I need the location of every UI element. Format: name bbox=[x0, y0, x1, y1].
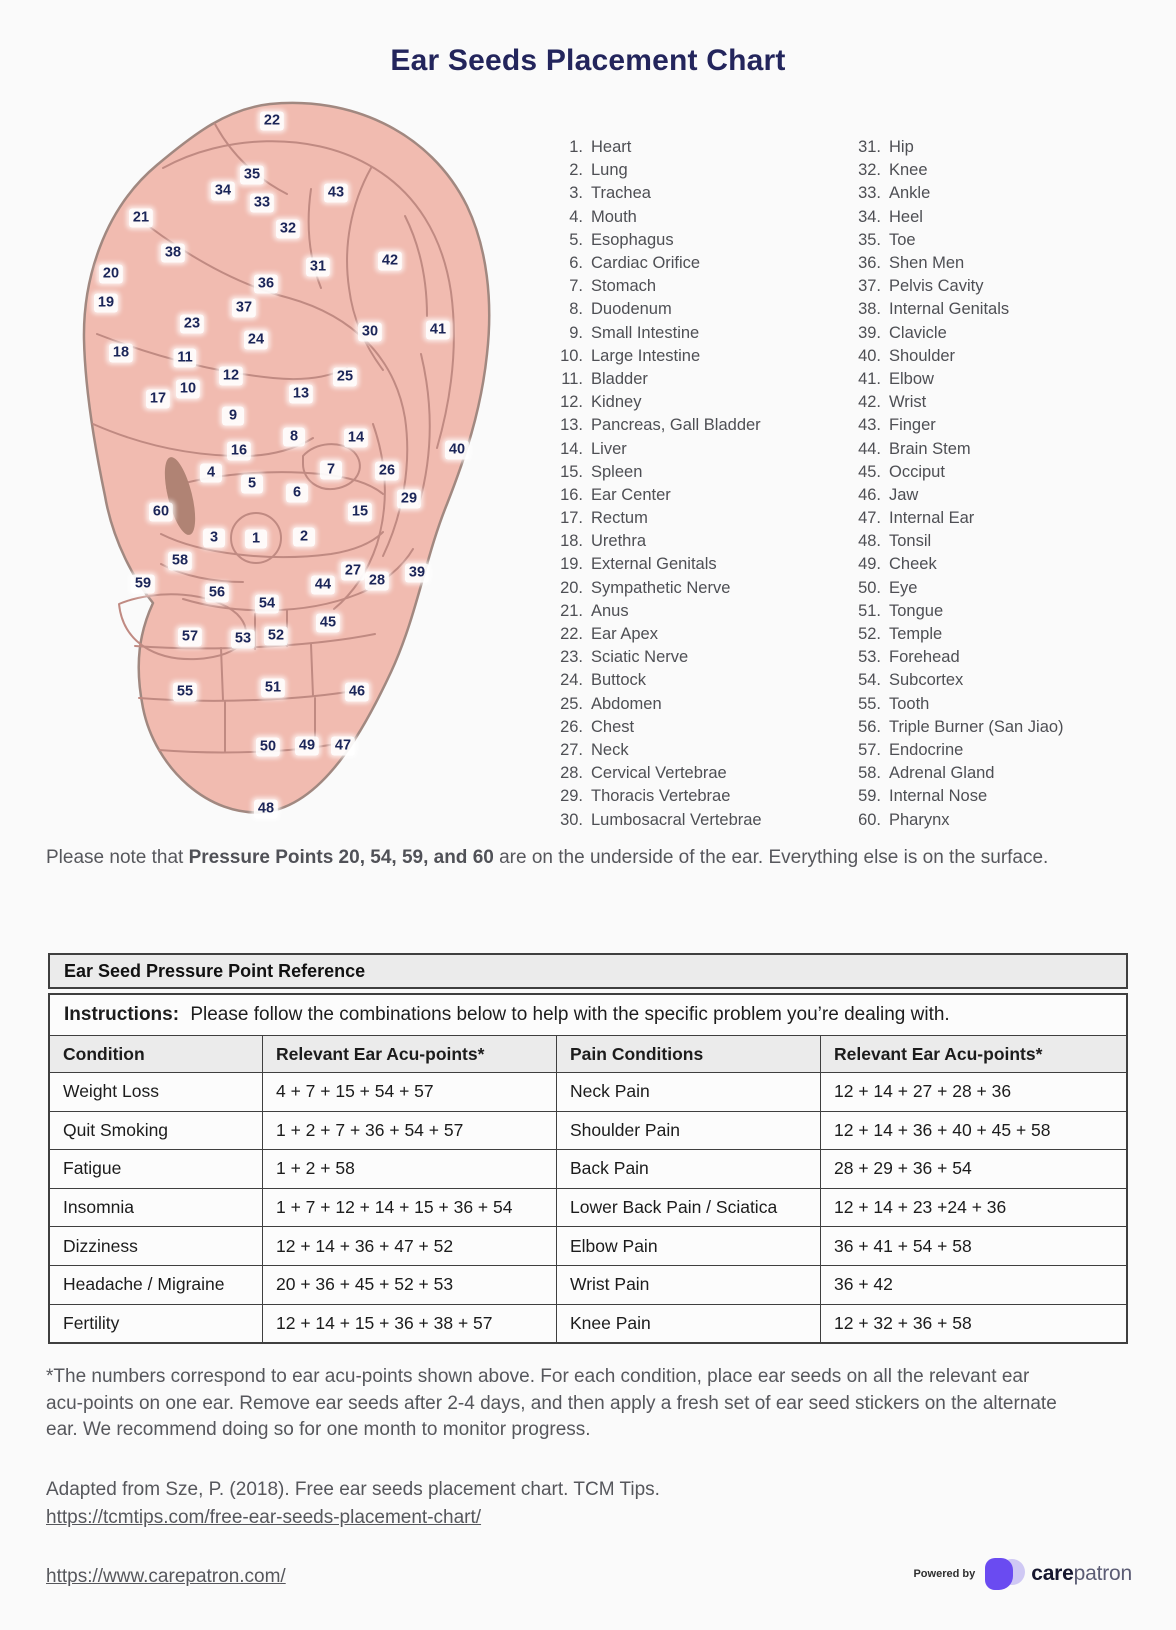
ear-point-41: 41 bbox=[426, 321, 450, 340]
legend-item bbox=[851, 577, 1064, 600]
legend-item-label: Bladder bbox=[591, 369, 648, 388]
legend-item-number: 12. bbox=[560, 393, 583, 412]
ear-point-2: 2 bbox=[293, 528, 315, 547]
condition-cell: Shoulder Pain bbox=[556, 1111, 820, 1150]
ear-point-10: 10 bbox=[176, 380, 200, 399]
ear-point-30: 30 bbox=[358, 323, 382, 342]
legend-item bbox=[553, 600, 762, 623]
condition-cell: Fertility bbox=[50, 1304, 262, 1343]
legend-item-number: 47. bbox=[858, 509, 881, 528]
legend-item-number: 7. bbox=[569, 277, 583, 296]
ear-point-52: 52 bbox=[264, 627, 288, 646]
logo-purple-shape bbox=[985, 1558, 1013, 1590]
ear-point-21: 21 bbox=[129, 209, 153, 228]
legend-item-number: 41. bbox=[858, 369, 881, 388]
legend-item-label: Tonsil bbox=[889, 532, 932, 551]
legend-item bbox=[553, 252, 762, 275]
legend-item bbox=[851, 762, 1064, 785]
legend-item bbox=[553, 553, 762, 576]
reference-table-title: Ear Seed Pressure Point Reference bbox=[48, 953, 1128, 989]
legend-item bbox=[553, 808, 762, 831]
acu-points-cell: 28 + 29 + 36 + 54 bbox=[820, 1149, 1126, 1188]
ear-point-32: 32 bbox=[276, 220, 300, 239]
carepatron-link[interactable]: https://www.carepatron.com/ bbox=[46, 1566, 286, 1587]
reference-table-grid bbox=[50, 1036, 1126, 1342]
note-text-end: are on the underside of the ear. Everything else is on the surface. bbox=[493, 847, 1049, 868]
ear-point-14: 14 bbox=[344, 429, 368, 448]
ear-point-33: 33 bbox=[250, 194, 274, 213]
legend-item-number: 22. bbox=[560, 625, 583, 644]
legend-item-number: 1. bbox=[569, 138, 583, 157]
legend-item-label: Pancreas, Gall Bladder bbox=[591, 416, 761, 435]
ear-point-23: 23 bbox=[180, 315, 204, 334]
ear-point-29: 29 bbox=[397, 490, 421, 509]
legend-item-number: 13. bbox=[560, 416, 583, 435]
legend-item bbox=[553, 159, 762, 182]
ear-point-12: 12 bbox=[219, 367, 243, 386]
legend-item bbox=[851, 206, 1064, 229]
legend-item-label: Hip bbox=[889, 138, 914, 157]
ear-point-17: 17 bbox=[146, 390, 170, 409]
ear-point-7: 7 bbox=[320, 461, 342, 480]
legend-item bbox=[553, 507, 762, 530]
condition-cell: Headache / Migraine bbox=[50, 1265, 262, 1304]
ear-point-35: 35 bbox=[240, 166, 264, 185]
legend-item bbox=[553, 275, 762, 298]
ear-point-38: 38 bbox=[161, 244, 185, 263]
legend-item bbox=[851, 159, 1064, 182]
ear-point-4: 4 bbox=[200, 464, 222, 483]
acu-points-cell: 12 + 14 + 36 + 47 + 52 bbox=[262, 1226, 556, 1265]
condition-cell: Dizziness bbox=[50, 1226, 262, 1265]
legend-item bbox=[553, 322, 762, 345]
ear-point-27: 27 bbox=[341, 562, 365, 581]
ear-point-25: 25 bbox=[333, 368, 357, 387]
carepatron-logo-icon bbox=[985, 1556, 1027, 1592]
legend-item-label: Eye bbox=[889, 578, 918, 597]
legend-item bbox=[553, 437, 762, 460]
legend-item-number: 56. bbox=[858, 717, 881, 736]
legend-item-label: Jaw bbox=[889, 485, 919, 504]
legend-item bbox=[851, 252, 1064, 275]
legend-item-label: Esophagus bbox=[591, 230, 674, 249]
legend-item-number: 9. bbox=[569, 323, 583, 342]
condition-cell: Knee Pain bbox=[556, 1304, 820, 1343]
ear-diagram bbox=[0, 0, 530, 840]
legend-item bbox=[851, 345, 1064, 368]
ear-point-60: 60 bbox=[149, 503, 173, 522]
legend-item bbox=[553, 484, 762, 507]
legend-item-label: Abdomen bbox=[591, 694, 662, 713]
acu-points-cell: 4 + 7 + 15 + 54 + 57 bbox=[262, 1072, 556, 1111]
legend-item bbox=[851, 739, 1064, 762]
ear-point-59: 59 bbox=[131, 575, 155, 594]
legend-item-number: 24. bbox=[560, 671, 583, 690]
ear-point-51: 51 bbox=[261, 679, 285, 698]
acu-points-cell: 36 + 42 bbox=[820, 1265, 1126, 1304]
legend-item-label: Mouth bbox=[591, 207, 637, 226]
legend-item-label: Ear Center bbox=[591, 485, 671, 504]
citation-text: Adapted from Sze, P. (2018). Free ear seeds placement chart. TCM Tips. bbox=[46, 1479, 660, 1500]
ear-point-13: 13 bbox=[289, 385, 313, 404]
legend-item-label: Internal Ear bbox=[889, 509, 975, 528]
legend-item bbox=[851, 368, 1064, 391]
legend-item-label: Liver bbox=[591, 439, 627, 458]
legend-item bbox=[851, 646, 1064, 669]
legend-item bbox=[553, 368, 762, 391]
legend-item bbox=[553, 623, 762, 646]
legend-item-label: Urethra bbox=[591, 532, 647, 551]
ear-point-47: 47 bbox=[331, 737, 355, 756]
legend-item-label: Cheek bbox=[889, 555, 937, 574]
legend-item bbox=[851, 600, 1064, 623]
ear-point-54: 54 bbox=[255, 595, 279, 614]
ear-point-15: 15 bbox=[348, 503, 372, 522]
table-header-cell: Relevant Ear Acu-points* bbox=[262, 1036, 556, 1072]
legend-item-number: 20. bbox=[560, 578, 583, 597]
legend-item-label: Adrenal Gland bbox=[889, 764, 995, 783]
table-instructions bbox=[50, 995, 1126, 1036]
page-title: Ear Seeds Placement Chart bbox=[390, 44, 786, 77]
legend-item-label: Trachea bbox=[591, 184, 651, 203]
legend-item-number: 6. bbox=[569, 254, 583, 273]
ear-point-37: 37 bbox=[232, 299, 256, 318]
legend-item-number: 29. bbox=[560, 787, 583, 806]
reference-table bbox=[48, 993, 1128, 1344]
legend-item bbox=[553, 298, 762, 321]
legend-item-label: Lung bbox=[591, 161, 628, 180]
ear-point-9: 9 bbox=[222, 407, 244, 426]
ear-point-28: 28 bbox=[365, 572, 389, 591]
ear-point-19: 19 bbox=[94, 294, 118, 313]
legend-item-label: Shen Men bbox=[889, 254, 965, 273]
legend-item bbox=[553, 716, 762, 739]
ear-point-20: 20 bbox=[99, 265, 123, 284]
legend-item-label: Heel bbox=[889, 207, 923, 226]
legend-item bbox=[553, 206, 762, 229]
legend-item-number: 55. bbox=[858, 694, 881, 713]
legend-item-label: Triple Burner (San Jiao) bbox=[889, 717, 1064, 736]
legend-item bbox=[553, 739, 762, 762]
table-header-cell: Condition bbox=[50, 1036, 262, 1072]
legend-item-label: Internal Genitals bbox=[889, 300, 1010, 319]
legend-item bbox=[851, 669, 1064, 692]
legend-item bbox=[851, 623, 1064, 646]
legend-item-number: 44. bbox=[858, 439, 881, 458]
underside-note bbox=[46, 843, 1076, 873]
legend-item-label: Internal Nose bbox=[889, 787, 988, 806]
legend-item-label: Occiput bbox=[889, 462, 945, 481]
legend-item bbox=[851, 275, 1064, 298]
acu-points-cell: 20 + 36 + 45 + 52 + 53 bbox=[262, 1265, 556, 1304]
legend-item bbox=[553, 530, 762, 553]
note-text: Please note that bbox=[46, 847, 189, 868]
ear-point-58: 58 bbox=[168, 552, 192, 571]
ear-point-34: 34 bbox=[211, 182, 235, 201]
legend-item bbox=[553, 414, 762, 437]
ear-point-44: 44 bbox=[311, 576, 335, 595]
condition-cell: Back Pain bbox=[556, 1149, 820, 1188]
legend-item-label: Endocrine bbox=[889, 740, 964, 759]
legend-item-label: Tooth bbox=[889, 694, 930, 713]
condition-cell: Weight Loss bbox=[50, 1072, 262, 1111]
ear-point-42: 42 bbox=[378, 252, 402, 271]
legend-item-label: Shoulder bbox=[889, 346, 956, 365]
legend-item bbox=[553, 669, 762, 692]
legend-item-number: 43. bbox=[858, 416, 881, 435]
note-bold-points: Pressure Points 20, 54, 59, and 60 bbox=[188, 847, 494, 868]
legend-item bbox=[851, 693, 1064, 716]
condition-cell: Wrist Pain bbox=[556, 1265, 820, 1304]
legend-item-number: 4. bbox=[569, 207, 583, 226]
legend-item-label: Chest bbox=[591, 717, 635, 736]
ear-point-31: 31 bbox=[306, 258, 330, 277]
legend-item-label: Duodenum bbox=[591, 300, 672, 319]
acu-points-cell: 12 + 14 + 23 +24 + 36 bbox=[820, 1188, 1126, 1227]
legend-item-number: 57. bbox=[858, 740, 881, 759]
ear-point-50: 50 bbox=[256, 738, 280, 757]
legend-item-number: 39. bbox=[858, 323, 881, 342]
legend-item bbox=[851, 507, 1064, 530]
legend-item-number: 40. bbox=[858, 346, 881, 365]
legend-item-label: Forehead bbox=[889, 648, 960, 667]
acu-points-cell: 12 + 32 + 36 + 58 bbox=[820, 1304, 1126, 1343]
citation-block bbox=[46, 1476, 660, 1532]
ear-illustration bbox=[75, 96, 495, 836]
legend-item bbox=[851, 530, 1064, 553]
legend-item bbox=[851, 391, 1064, 414]
ear-point-49: 49 bbox=[295, 737, 319, 756]
table-header-cell: Pain Conditions bbox=[556, 1036, 820, 1072]
legend-item-number: 52. bbox=[858, 625, 881, 644]
legend-item-number: 25. bbox=[560, 694, 583, 713]
condition-cell: Neck Pain bbox=[556, 1072, 820, 1111]
legend-item-number: 38. bbox=[858, 300, 881, 319]
condition-cell: Quit Smoking bbox=[50, 1111, 262, 1150]
legend-item-number: 59. bbox=[858, 787, 881, 806]
legend-item-label: Ear Apex bbox=[591, 625, 658, 644]
acu-points-cell: 12 + 14 + 27 + 28 + 36 bbox=[820, 1072, 1126, 1111]
legend-item-label: Elbow bbox=[889, 369, 934, 388]
legend-item-label: Subcortex bbox=[889, 671, 964, 690]
legend-item-label: Stomach bbox=[591, 277, 657, 296]
legend-item bbox=[851, 808, 1064, 831]
legend-item-label: Brain Stem bbox=[889, 439, 971, 458]
legend-item-label: External Genitals bbox=[591, 555, 717, 574]
legend-item-number: 26. bbox=[560, 717, 583, 736]
legend-item-label: Pharynx bbox=[889, 810, 950, 829]
legend-item-number: 35. bbox=[858, 230, 881, 249]
legend-item bbox=[851, 414, 1064, 437]
ear-point-11: 11 bbox=[173, 349, 196, 368]
legend-item-number: 28. bbox=[560, 764, 583, 783]
ear-point-5: 5 bbox=[241, 475, 263, 494]
legend-item-label: Sciatic Nerve bbox=[591, 648, 689, 667]
legend-item-number: 42. bbox=[858, 393, 881, 412]
legend-item-number: 19. bbox=[560, 555, 583, 574]
legend-item bbox=[553, 762, 762, 785]
legend-item-label: Thoracis Vertebrae bbox=[591, 787, 731, 806]
legend-item bbox=[553, 136, 762, 159]
legend-item-number: 23. bbox=[560, 648, 583, 667]
ear-point-3: 3 bbox=[203, 529, 225, 548]
legend-item bbox=[851, 182, 1064, 205]
legend-item-number: 16. bbox=[560, 485, 583, 504]
legend-item-number: 49. bbox=[858, 555, 881, 574]
legend-item-number: 60. bbox=[858, 810, 881, 829]
legend-item-number: 31. bbox=[858, 138, 881, 157]
ear-point-16: 16 bbox=[227, 442, 251, 461]
table-header-cell: Relevant Ear Acu-points* bbox=[820, 1036, 1126, 1072]
legend-item-label: Ankle bbox=[889, 184, 931, 203]
powered-by-label: Powered by bbox=[913, 1568, 976, 1580]
ear-point-56: 56 bbox=[205, 584, 229, 603]
legend-item-number: 8. bbox=[569, 300, 583, 319]
legend-item-label: Cardiac Orifice bbox=[591, 254, 701, 273]
legend-item bbox=[851, 461, 1064, 484]
legend-item bbox=[553, 646, 762, 669]
legend-item-label: Buttock bbox=[591, 671, 647, 690]
legend-item bbox=[553, 182, 762, 205]
acu-points-cell: 36 + 41 + 54 + 58 bbox=[820, 1226, 1126, 1265]
acu-points-cell: 12 + 14 + 15 + 36 + 38 + 57 bbox=[262, 1304, 556, 1343]
ear-point-40: 40 bbox=[445, 441, 469, 460]
legend-item bbox=[851, 484, 1064, 507]
legend-item bbox=[553, 693, 762, 716]
legend-item-number: 17. bbox=[560, 509, 583, 528]
legend-item bbox=[851, 716, 1064, 739]
condition-cell: Lower Back Pain / Sciatica bbox=[556, 1188, 820, 1227]
legend-item-number: 54. bbox=[858, 671, 881, 690]
legend-item bbox=[851, 229, 1064, 252]
ear-point-1: 1 bbox=[245, 530, 267, 549]
legend-item-label: Heart bbox=[591, 138, 632, 157]
condition-cell: Fatigue bbox=[50, 1149, 262, 1188]
legend-item-number: 58. bbox=[858, 764, 881, 783]
acu-points-cell: 12 + 14 + 36 + 40 + 45 + 58 bbox=[820, 1111, 1126, 1150]
ear-point-55: 55 bbox=[173, 683, 197, 702]
legend-item-label: Neck bbox=[591, 740, 629, 759]
legend-item bbox=[851, 298, 1064, 321]
legend-item bbox=[851, 437, 1064, 460]
condition-cell: Elbow Pain bbox=[556, 1226, 820, 1265]
legend-item-label: Finger bbox=[889, 416, 936, 435]
carepatron-wordmark: carepatron bbox=[1031, 1562, 1132, 1585]
legend-item bbox=[553, 577, 762, 600]
legend-item-number: 14. bbox=[560, 439, 583, 458]
legend-item-number: 51. bbox=[858, 601, 881, 620]
legend-item-number: 10. bbox=[560, 346, 583, 365]
acu-points-cell: 1 + 2 + 58 bbox=[262, 1149, 556, 1188]
legend-item-label: Spleen bbox=[591, 462, 643, 481]
legend-item-label: Anus bbox=[591, 601, 629, 620]
legend-item-label: Sympathetic Nerve bbox=[591, 578, 731, 597]
legend-item bbox=[851, 322, 1064, 345]
legend-item bbox=[851, 136, 1064, 159]
legend-item-number: 37. bbox=[858, 277, 881, 296]
ear-point-39: 39 bbox=[405, 564, 429, 583]
legend-item-number: 36. bbox=[858, 254, 881, 273]
ear-point-6: 6 bbox=[286, 484, 308, 503]
legend-item-label: Toe bbox=[889, 230, 916, 249]
instructions-text: Please follow the combinations below to help with the specific problem you’re dealing with. bbox=[185, 1004, 950, 1025]
ear-point-26: 26 bbox=[375, 462, 399, 481]
legend-item bbox=[553, 461, 762, 484]
legend-item-number: 50. bbox=[858, 578, 881, 597]
ear-point-36: 36 bbox=[254, 275, 278, 294]
legend-item-number: 46. bbox=[858, 485, 881, 504]
ear-point-8: 8 bbox=[283, 428, 305, 447]
legend-item bbox=[553, 391, 762, 414]
legend-item-label: Lumbosacral Vertebrae bbox=[591, 810, 762, 829]
legend-item-label: Cervical Vertebrae bbox=[591, 764, 727, 783]
legend-item-label: Tongue bbox=[889, 601, 944, 620]
acu-points-cell: 1 + 2 + 7 + 36 + 54 + 57 bbox=[262, 1111, 556, 1150]
ear-point-46: 46 bbox=[345, 683, 369, 702]
ear-point-48: 48 bbox=[254, 800, 278, 819]
legend-item-label: Pelvis Cavity bbox=[889, 277, 984, 296]
legend-item-number: 27. bbox=[560, 740, 583, 759]
ear-point-22: 22 bbox=[260, 112, 284, 131]
legend-item bbox=[851, 553, 1064, 576]
legend-item-number: 11. bbox=[561, 369, 583, 388]
condition-cell: Insomnia bbox=[50, 1188, 262, 1227]
ear-point-24: 24 bbox=[244, 331, 268, 350]
legend-item-label: Rectum bbox=[591, 509, 648, 528]
legend-list-31-60 bbox=[851, 136, 1064, 832]
legend-item-label: Clavicle bbox=[889, 323, 947, 342]
ear-point-18: 18 bbox=[109, 344, 133, 363]
legend-item-label: Temple bbox=[889, 625, 943, 644]
legend-item-number: 5. bbox=[569, 230, 583, 249]
legend-item bbox=[553, 229, 762, 252]
legend-item-number: 45. bbox=[858, 462, 881, 481]
instructions-label: Instructions: bbox=[64, 1004, 180, 1025]
legend-list-1-30 bbox=[553, 136, 762, 832]
legend-item-number: 32. bbox=[858, 161, 881, 180]
legend-item bbox=[553, 345, 762, 368]
legend-item-number: 18. bbox=[560, 532, 583, 551]
legend-item-number: 53. bbox=[858, 648, 881, 667]
legend-item bbox=[851, 785, 1064, 808]
ear-point-53: 53 bbox=[231, 630, 255, 649]
legend-item-number: 34. bbox=[858, 207, 881, 226]
ear-point-43: 43 bbox=[324, 184, 348, 203]
legend-item-label: Wrist bbox=[889, 393, 927, 412]
powered-by-brand bbox=[913, 1556, 1132, 1592]
ear-point-57: 57 bbox=[178, 628, 202, 647]
legend-item-number: 21. bbox=[560, 601, 583, 620]
legend-item bbox=[553, 785, 762, 808]
legend-item-label: Small Intestine bbox=[591, 323, 700, 342]
legend-item-number: 3. bbox=[569, 184, 583, 203]
legend-item-number: 15. bbox=[560, 462, 583, 481]
ear-point-45: 45 bbox=[316, 614, 340, 633]
legend-item-number: 2. bbox=[569, 161, 583, 180]
acu-points-cell: 1 + 7 + 12 + 14 + 15 + 36 + 54 bbox=[262, 1188, 556, 1227]
acu-points-footnote: *The numbers correspond to ear acu-points shown above. For each condition, place ear seeds on all the relevant ear acu-points on one ear. Remove ear seeds after 2-4 days, and then apply a fresh set of ear seed stickers on the alternate ear. We recommend doing so for one month to monitor progress. bbox=[46, 1366, 1057, 1440]
legend-item-label: Large Intestine bbox=[591, 346, 701, 365]
legend-item-number: 48. bbox=[858, 532, 881, 551]
tcmtips-link[interactable]: https://tcmtips.com/free-ear-seeds-placement-chart/ bbox=[46, 1507, 482, 1528]
legend-item-label: Knee bbox=[889, 161, 928, 180]
legend-item-number: 30. bbox=[560, 810, 583, 829]
legend-item-number: 33. bbox=[858, 184, 881, 203]
legend-item-label: Kidney bbox=[591, 393, 642, 412]
